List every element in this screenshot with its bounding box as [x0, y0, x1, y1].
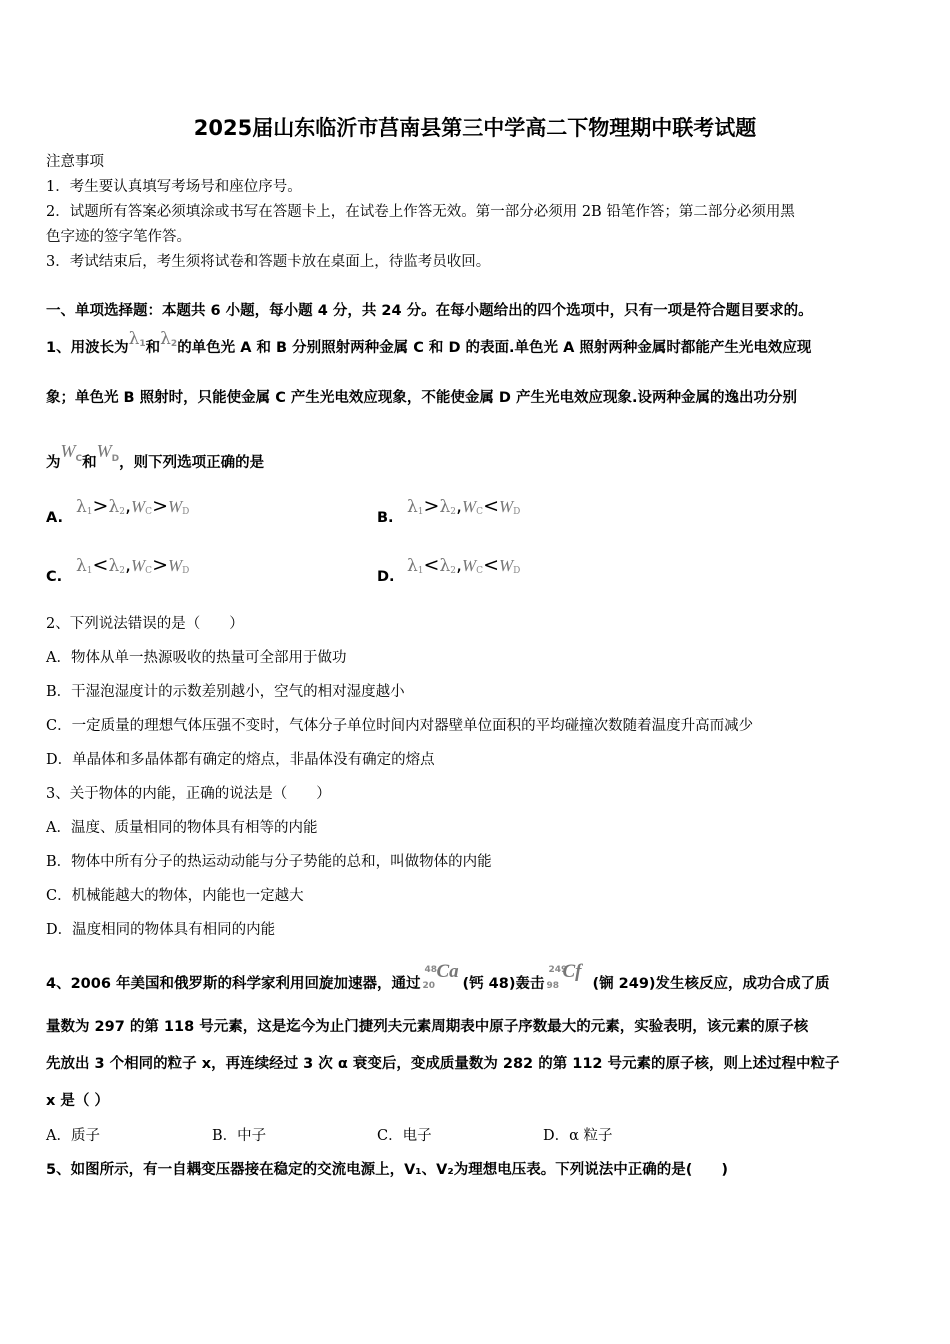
q2-stem: 2、下列说法错误的是（ ） [46, 616, 244, 632]
q4-text: (钙 48)轰击 [462, 976, 545, 992]
californium-isotope [544, 961, 592, 992]
q4-line-2: 量数为 297 的第 118 号元素，这是迄今为止门捷列夫元素周期表中原子序数最大的元素，实验表明，该元素的原子核 [46, 1019, 809, 1035]
notice-item: 3．考试结束后，考生须将试卷和答题卡放在桌面上，待监考员收回。 [46, 254, 491, 270]
w-symbol: W [498, 556, 514, 575]
q3-option-a[interactable]: A．温度、质量相同的物体具有相等的内能 [46, 820, 318, 836]
subscript: 2 [119, 507, 125, 517]
lambda-symbol: λ [439, 497, 451, 517]
q4-text: (锎 249)发生核反应，成功合成了质 [592, 976, 830, 992]
option-b-label[interactable]: B. [377, 510, 394, 526]
w-symbol: W [167, 556, 183, 575]
q4-option-a[interactable]: A．质子 [46, 1128, 100, 1144]
mass-number: 48 [424, 965, 438, 975]
comma: , [455, 495, 462, 517]
subscript: 2 [119, 566, 125, 576]
gt-operator: > [152, 554, 168, 576]
q3-stem: 3、关于物体的内能，正确的说法是（ ） [46, 786, 331, 802]
option-a-label[interactable]: A. [46, 510, 63, 526]
q2-option-c[interactable]: C．一定质量的理想气体压强不变时，气体分子单位时间内对器壁单位面积的平均碰撞次数随着温度升高而减少 [46, 718, 754, 734]
subscript: 1 [86, 566, 93, 576]
q1-line-2: 象；单色光 B 照射时，只能使金属 C 产生光电效应现象，不能使金属 D 产生光电效应现象.设两种金属的逸出功分别 [46, 390, 798, 406]
option-d-label[interactable]: D. [377, 569, 395, 585]
notice-item: 色字迹的签字笔作答。 [46, 229, 191, 245]
element-symbol: Cf [562, 961, 582, 982]
atomic-number: 20 [422, 981, 436, 991]
q2-option-a[interactable]: A．物体从单一热源吸收的热量可全部用于做功 [46, 650, 347, 666]
q1-text: 为 [46, 455, 61, 471]
exam-title: 2025届山东临沂市莒南县第三中学高二下物理期中联考试题 [193, 116, 757, 140]
subscript: 1 [86, 507, 93, 517]
q1-text: ，则下列选项正确的是 [119, 455, 265, 471]
option-c-math [76, 555, 189, 581]
w-symbol: W [462, 497, 477, 516]
q1-text: 和 [145, 340, 161, 356]
lambda-symbol: λ [108, 556, 120, 576]
atomic-number: 98 [546, 981, 560, 991]
comma: , [124, 554, 131, 576]
element-symbol: Ca [436, 961, 459, 982]
q4-line-4: x 是（ ） [46, 1093, 109, 1109]
option-d-math [407, 555, 520, 581]
lt-operator: < [423, 554, 440, 576]
subscript: D [182, 507, 190, 517]
subscript: 2 [170, 339, 178, 349]
q4-line-3: 先放出 3 个相同的粒子 x，再连续经过 3 次 α 衰变后，变成质量数为 282 的第 112 号元素的原子核，则上述过程中粒子 [46, 1056, 840, 1072]
q5-stem: 5、如图所示，有一自耦变压器接在稳定的交流电源上，V₁、V₂为理想电压表。下列说法中正确的是( ) [46, 1162, 728, 1178]
w-symbol: W [60, 441, 76, 461]
comma: , [124, 495, 131, 517]
subscript: C [145, 566, 153, 576]
lt-operator: < [92, 554, 109, 576]
subscript: C [476, 566, 484, 576]
q1-line-3 [46, 441, 265, 477]
gt-operator: > [152, 495, 168, 517]
subscript: C [145, 507, 153, 517]
subscript: C [476, 507, 484, 517]
q2-option-b[interactable]: B．干湿泡湿度计的示数差别越小，空气的相对湿度越小 [46, 684, 405, 700]
section-heading: 一、单项选择题：本题共 6 小题，每小题 4 分，共 24 分。在每小题给出的四个选项中，只有一项是符合题目要求的。 [46, 303, 813, 319]
gt-operator: > [92, 495, 109, 517]
subscript: 1 [139, 339, 146, 349]
subscript: 1 [417, 566, 424, 576]
w-symbol: W [131, 556, 146, 575]
w-symbol: W [131, 497, 146, 516]
calcium-isotope [421, 961, 463, 992]
q1-text: 的单色光 A 和 B 分别照射两种金属 C 和 D 的表面.单色光 A 照射两种金属时都能产生光电效应现 [177, 340, 812, 356]
lambda-symbol: λ [76, 556, 87, 576]
lambda-symbol: λ [439, 556, 451, 576]
lambda-symbol: λ [160, 329, 171, 349]
w-symbol: W [498, 497, 514, 516]
q2-option-d[interactable]: D．单晶体和多晶体都有确定的熔点，非晶体没有确定的熔点 [46, 752, 435, 768]
q4-option-b[interactable]: B．中子 [212, 1128, 267, 1144]
comma: , [455, 554, 462, 576]
w-symbol: W [462, 556, 477, 575]
lambda-symbol: λ [108, 497, 120, 517]
subscript: D [182, 566, 190, 576]
lt-operator: < [483, 554, 499, 576]
subscript: 2 [450, 566, 456, 576]
lt-operator: < [483, 495, 499, 517]
q4-line-1 [46, 961, 830, 994]
w-symbol: W [96, 441, 112, 461]
subscript: 2 [450, 507, 456, 517]
lambda-symbol: λ [128, 329, 140, 349]
w-symbol: W [167, 497, 183, 516]
q4-text: 4、2006 年美国和俄罗斯的科学家利用回旋加速器，通过 [46, 976, 421, 992]
subscript: D [513, 566, 521, 576]
subscript: D [513, 507, 521, 517]
lambda-symbol: λ [76, 497, 87, 517]
q4-option-c[interactable]: C．电子 [377, 1128, 432, 1144]
q3-option-c[interactable]: C．机械能越大的物体，内能也一定越大 [46, 888, 304, 904]
option-c-label[interactable]: C. [46, 569, 63, 585]
q4-option-d[interactable]: D．α 粒子 [543, 1128, 613, 1144]
option-b-math [407, 496, 520, 522]
q1-text: 1、用波长为 [46, 340, 129, 356]
gt-operator: > [423, 495, 440, 517]
subscript: D [111, 454, 120, 464]
mass-number: 249 [548, 965, 568, 975]
subscript: C [75, 454, 83, 464]
q3-option-b[interactable]: B．物体中所有分子的热运动动能与分子势能的总和，叫做物体的内能 [46, 854, 492, 870]
q3-option-d[interactable]: D．温度相同的物体具有相同的内能 [46, 922, 276, 938]
q1-text: 和 [82, 455, 97, 471]
notice-item: 2．试题所有答案必须填涂或书写在答题卡上，在试卷上作答无效。第一部分必须用 2B 铅笔作答；第二部分必须用黑 [46, 204, 795, 220]
option-a-math [76, 496, 189, 522]
subscript: 1 [417, 507, 424, 517]
notice-item: 1．考生要认真填写考场号和座位序号。 [46, 179, 302, 195]
q1-line-1 [46, 329, 812, 362]
lambda-symbol: λ [407, 556, 418, 576]
lambda-symbol: λ [407, 497, 418, 517]
notice-heading: 注意事项 [46, 154, 104, 170]
